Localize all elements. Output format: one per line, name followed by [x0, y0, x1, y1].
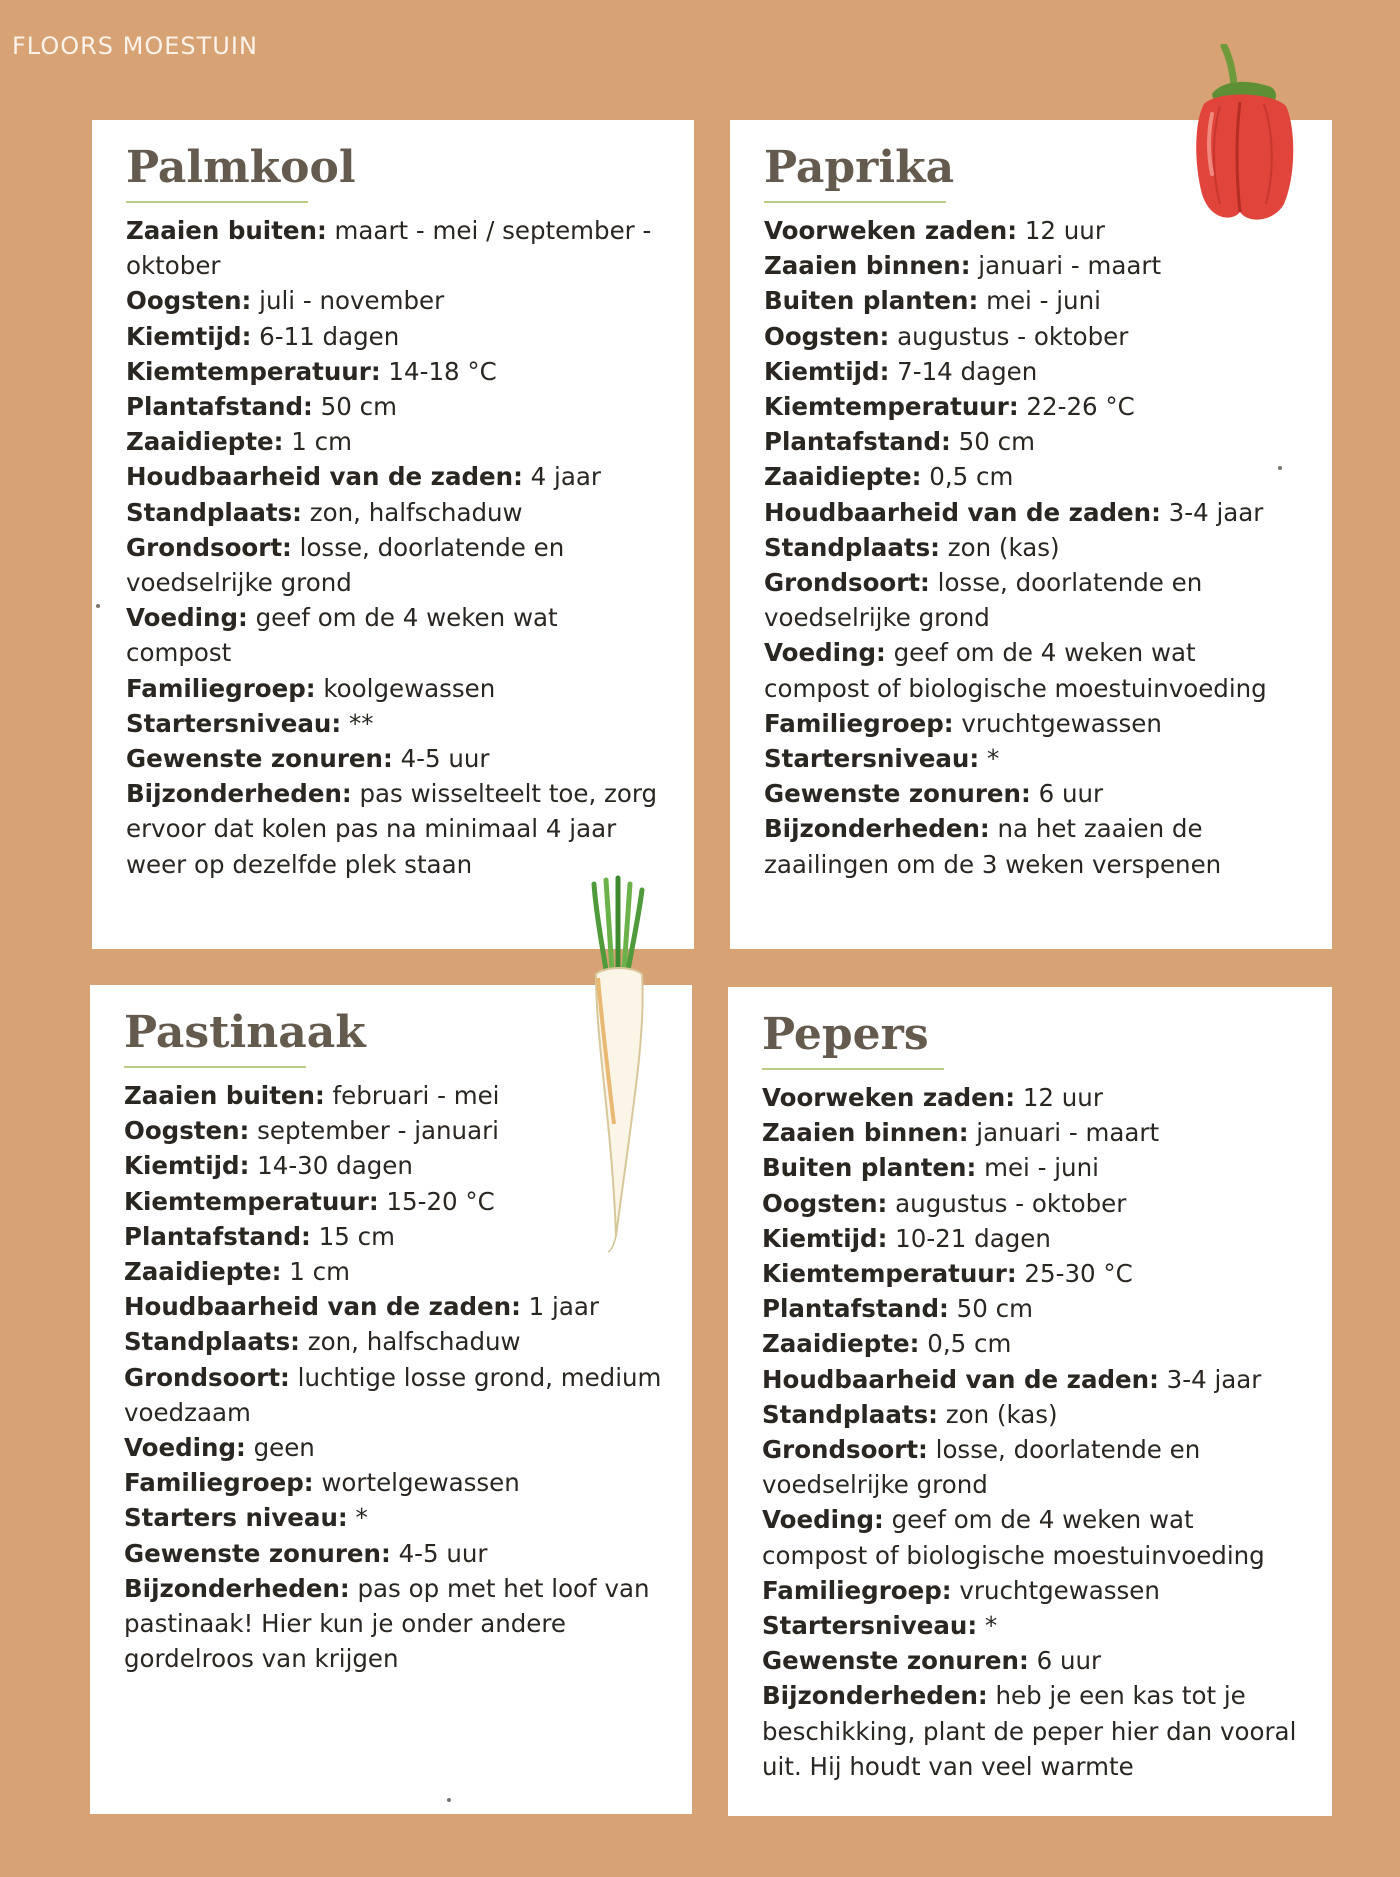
title-underline — [764, 201, 946, 203]
parsnip-illustration — [572, 874, 662, 1254]
info-list — [126, 213, 664, 882]
row-value: zon, halfschaduw — [299, 1327, 521, 1357]
info-row — [764, 776, 1302, 811]
row-value: januari - maart — [970, 251, 1162, 281]
info-row — [124, 1536, 662, 1571]
row-label: Zaaien binnen: — [762, 1118, 969, 1148]
row-value: wortelgewassen — [313, 1468, 520, 1498]
row-label: Houdbaarheid van de zaden: — [762, 1364, 1159, 1394]
card-title: Paprika — [764, 142, 955, 193]
row-value: 3-4 jaar — [1160, 497, 1264, 527]
row-label: Familiegroep: — [762, 1575, 952, 1605]
row-value: 50 cm — [312, 392, 397, 422]
row-label: Oogsten: — [764, 321, 890, 351]
row-label: Oogsten: — [762, 1188, 888, 1218]
row-value: januari - maart — [968, 1118, 1160, 1148]
row-label: Kiemtemperatuur: — [124, 1186, 379, 1216]
card-palmkool — [92, 120, 694, 949]
row-label: Zaaien buiten: — [126, 216, 327, 245]
info-row — [126, 459, 664, 494]
row-value: 12 uur — [1017, 216, 1105, 245]
info-row — [764, 635, 1302, 705]
row-value: ** — [341, 708, 374, 738]
info-list — [762, 1080, 1302, 1784]
row-label: Kiemtijd: — [764, 356, 890, 386]
info-row — [124, 1500, 662, 1535]
row-value: augustus - oktober — [889, 321, 1129, 351]
info-row — [762, 1256, 1302, 1291]
row-value: zon, halfschaduw — [301, 497, 523, 527]
paper-speck — [447, 1798, 451, 1802]
info-row — [762, 1291, 1302, 1326]
row-label: Voorweken zaden: — [764, 216, 1018, 245]
row-value: geef om de 4 weken wat compost of biologische moestuinvoeding — [764, 638, 1267, 703]
row-value: 25-30 °C — [1016, 1259, 1133, 1289]
row-label: Zaaidiepte: — [764, 462, 922, 492]
info-row — [762, 1608, 1302, 1643]
row-label: Standplaats: — [124, 1327, 300, 1357]
row-label: Kiemtemperatuur: — [762, 1259, 1017, 1289]
row-value: 1 cm — [281, 1257, 350, 1287]
row-label: Startersniveau: — [762, 1611, 978, 1641]
row-label: Gewenste zonuren: — [124, 1538, 391, 1568]
row-value: geef om de 4 weken wat compost — [126, 603, 558, 668]
info-row — [126, 530, 664, 600]
row-value: pas wisselteelt toe, zorg ervoor dat kolen pas na minimaal 4 jaar weer op dezelfde plek staan — [126, 779, 658, 879]
info-row — [762, 1573, 1302, 1608]
row-value: vruchtgewassen — [953, 708, 1162, 738]
row-value: geen — [245, 1433, 315, 1463]
info-row — [126, 424, 664, 459]
info-row — [764, 530, 1302, 565]
red-bell-pepper-illustration — [1184, 44, 1304, 224]
row-value: 4 jaar — [522, 462, 601, 492]
row-label: Voeding: — [126, 603, 248, 633]
row-label: Bijzonderheden: — [762, 1681, 988, 1711]
row-value: 1 cm — [283, 427, 352, 457]
info-row — [762, 1326, 1302, 1361]
info-row — [762, 1186, 1302, 1221]
row-label: Zaaidiepte: — [126, 427, 284, 457]
row-label: Houdbaarheid van de zaden: — [126, 462, 523, 492]
row-value: 7-14 dagen — [889, 356, 1038, 386]
info-row — [764, 565, 1302, 635]
row-value: * — [347, 1503, 368, 1533]
row-value: heb je een kas tot je beschikking, plant de peper hier dan vooral uit. Hij houdt van veel warmte — [762, 1681, 1297, 1781]
info-row — [124, 1254, 662, 1289]
info-row — [762, 1643, 1302, 1678]
row-label: Oogsten: — [124, 1116, 250, 1146]
card-paprika — [730, 120, 1332, 949]
paper-speck — [1278, 466, 1282, 470]
row-label: Gewenste zonuren: — [126, 744, 393, 774]
row-value: 14-30 dagen — [249, 1151, 413, 1181]
row-label: Houdbaarheid van de zaden: — [124, 1292, 521, 1322]
row-value: mei - juni — [978, 286, 1101, 316]
info-row — [764, 459, 1302, 494]
row-value: 0,5 cm — [919, 1329, 1012, 1359]
row-value: 50 cm — [950, 427, 1035, 457]
row-value: mei - juni — [976, 1153, 1099, 1183]
row-value: september - januari — [249, 1116, 499, 1146]
info-row — [764, 319, 1302, 354]
info-row — [126, 706, 664, 741]
info-row — [126, 283, 664, 318]
row-label: Zaaidiepte: — [762, 1329, 920, 1359]
row-value: 22-26 °C — [1018, 392, 1135, 422]
card-title: Palmkool — [126, 142, 356, 193]
info-row — [124, 1360, 662, 1430]
row-label: Familiegroep: — [126, 673, 316, 703]
info-row — [126, 600, 664, 670]
info-row — [762, 1397, 1302, 1432]
row-label: Plantafstand: — [124, 1221, 311, 1251]
row-label: Grondsoort: — [126, 532, 292, 562]
row-label: Oogsten: — [126, 286, 252, 316]
info-row — [762, 1150, 1302, 1185]
info-row — [764, 495, 1302, 530]
info-row — [764, 389, 1302, 424]
row-label: Kiemtemperatuur: — [764, 392, 1019, 422]
info-row — [124, 1324, 662, 1359]
row-label: Kiemtijd: — [762, 1223, 888, 1253]
row-label: Standplaats: — [764, 532, 940, 562]
title-underline — [126, 201, 308, 203]
row-label: Zaaien binnen: — [764, 251, 971, 281]
info-row — [126, 741, 664, 776]
row-label: Startersniveau: — [126, 708, 342, 738]
row-label: Voeding: — [124, 1433, 246, 1463]
row-value: 4-5 uur — [390, 1538, 488, 1568]
row-label: Grondsoort: — [124, 1362, 290, 1392]
row-label: Startersniveau: — [764, 744, 980, 774]
row-label: Voorweken zaden: — [762, 1083, 1016, 1112]
row-value: * — [979, 744, 1000, 774]
row-value: losse, doorlatende en voedselrijke grond — [762, 1435, 1201, 1500]
row-value: geef om de 4 weken wat compost of biologische moestuinvoeding — [762, 1505, 1265, 1570]
info-row — [126, 389, 664, 424]
row-value: zon (kas) — [939, 532, 1060, 562]
row-label: Bijzonderheden: — [124, 1573, 350, 1603]
row-label: Grondsoort: — [764, 568, 930, 598]
row-label: Standplaats: — [126, 497, 302, 527]
info-row — [126, 671, 664, 706]
row-value: vruchtgewassen — [951, 1575, 1160, 1605]
title-underline — [762, 1068, 944, 1070]
row-label: Zaaien buiten: — [124, 1081, 325, 1110]
info-row — [764, 248, 1302, 283]
info-row — [126, 354, 664, 389]
info-row — [126, 776, 664, 882]
row-value: 14-18 °C — [380, 356, 497, 386]
info-row — [762, 1115, 1302, 1150]
row-value: zon (kas) — [937, 1399, 1058, 1429]
row-label: Familiegroep: — [764, 708, 954, 738]
row-label: Houdbaarheid van de zaden: — [764, 497, 1161, 527]
info-row — [762, 1502, 1302, 1572]
row-value: losse, doorlatende en voedselrijke grond — [764, 568, 1203, 633]
info-row — [126, 319, 664, 354]
info-row — [124, 1571, 662, 1677]
row-label: Grondsoort: — [762, 1435, 928, 1465]
row-value: 50 cm — [948, 1294, 1033, 1324]
row-value: februari - mei — [324, 1081, 500, 1110]
info-row — [126, 213, 664, 283]
row-label: Kiemtijd: — [124, 1151, 250, 1181]
row-value: 1 jaar — [520, 1292, 599, 1322]
info-row — [764, 706, 1302, 741]
row-label: Familiegroep: — [124, 1468, 314, 1498]
card-pepers — [728, 987, 1332, 1816]
info-list — [764, 213, 1302, 882]
row-label: Gewenste zonuren: — [764, 779, 1031, 809]
row-label: Kiemtemperatuur: — [126, 356, 381, 386]
row-label: Plantafstand: — [764, 427, 951, 457]
row-label: Starters niveau: — [124, 1503, 348, 1533]
row-label: Kiemtijd: — [126, 321, 252, 351]
card-title: Pastinaak — [124, 1007, 366, 1058]
row-label: Voeding: — [764, 638, 886, 668]
row-label: Bijzonderheden: — [126, 779, 352, 809]
info-row — [124, 1430, 662, 1465]
row-label: Standplaats: — [762, 1399, 938, 1429]
info-row — [764, 283, 1302, 318]
row-value: 0,5 cm — [921, 462, 1014, 492]
row-value: 6 uur — [1028, 1646, 1102, 1676]
row-label: Gewenste zonuren: — [762, 1646, 1029, 1676]
row-value: 15-20 °C — [378, 1186, 495, 1216]
info-row — [762, 1432, 1302, 1502]
row-value: 10-21 dagen — [887, 1223, 1051, 1253]
row-value: 4-5 uur — [392, 744, 490, 774]
info-row — [762, 1080, 1302, 1115]
row-value: 6 uur — [1030, 779, 1104, 809]
row-value: 6-11 dagen — [251, 321, 400, 351]
row-value: maart - mei / september - oktober — [126, 216, 652, 281]
row-label: Plantafstand: — [762, 1294, 949, 1324]
title-underline — [124, 1066, 306, 1068]
row-value: 12 uur — [1015, 1083, 1103, 1112]
row-value: losse, doorlatende en voedselrijke grond — [126, 532, 565, 598]
row-label: Plantafstand: — [126, 392, 313, 422]
info-row — [762, 1221, 1302, 1256]
row-label: Buiten planten: — [762, 1153, 977, 1183]
row-value: pas op met het loof van pastinaak! Hier kun je onder andere gordelroos van krijgen — [124, 1573, 650, 1674]
paper-speck — [96, 604, 100, 608]
info-row — [124, 1465, 662, 1500]
row-value: juli - november — [251, 286, 445, 316]
info-row — [126, 495, 664, 530]
info-row — [762, 1362, 1302, 1397]
info-row — [764, 424, 1302, 459]
card-title: Pepers — [762, 1009, 929, 1060]
row-value: augustus - oktober — [887, 1188, 1127, 1218]
row-value: * — [977, 1611, 998, 1641]
info-row — [764, 811, 1302, 881]
row-value: 3-4 jaar — [1158, 1364, 1262, 1394]
row-label: Buiten planten: — [764, 286, 979, 316]
running-header: FLOORS MOESTUIN — [12, 32, 258, 60]
info-row — [764, 354, 1302, 389]
row-label: Bijzonderheden: — [764, 814, 990, 844]
info-row — [124, 1289, 662, 1324]
row-label: Voeding: — [762, 1505, 884, 1535]
row-value: koolgewassen — [315, 673, 496, 703]
row-value: na het zaaien de zaailingen om de 3 weken verspenen — [764, 814, 1222, 879]
row-value: 15 cm — [310, 1221, 395, 1251]
info-row — [762, 1678, 1302, 1784]
info-row — [764, 741, 1302, 776]
row-value: luchtige losse grond, medium voedzaam — [124, 1362, 662, 1427]
row-label: Zaaidiepte: — [124, 1257, 282, 1287]
